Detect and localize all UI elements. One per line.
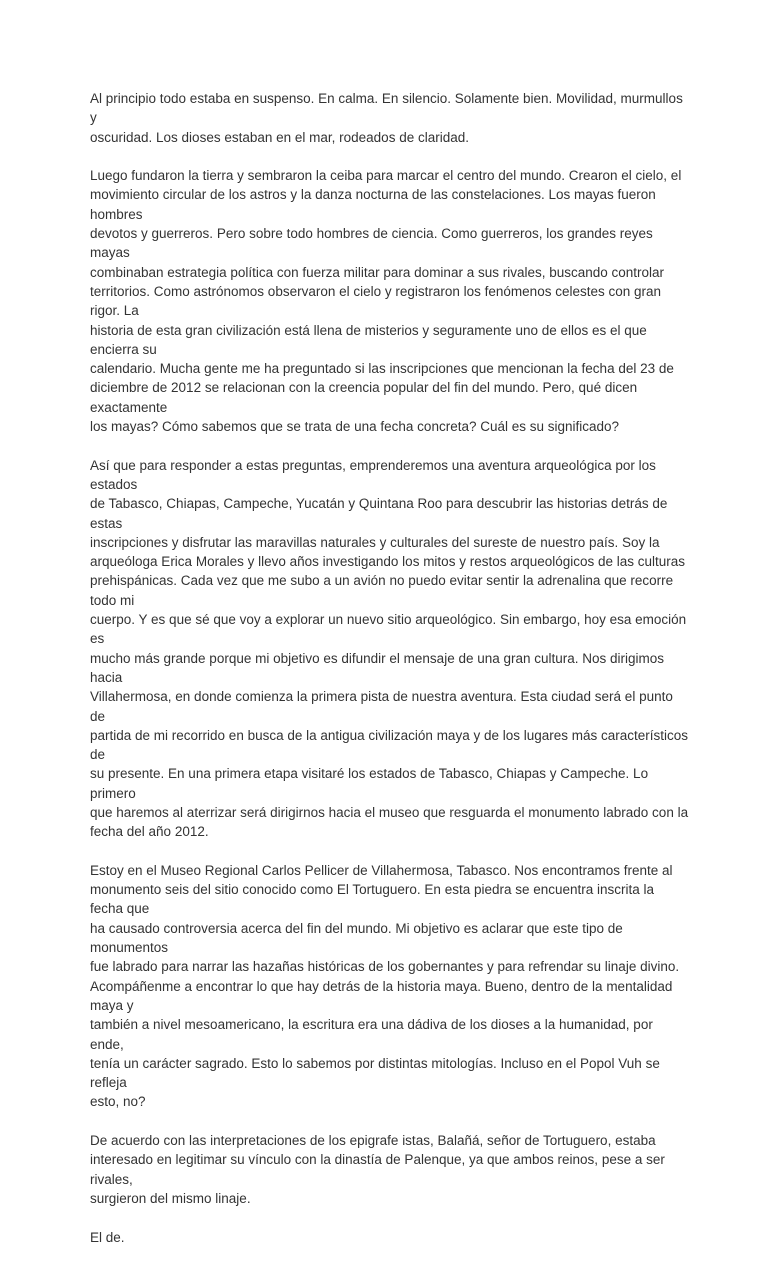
paragraph-3: Así que para responder a estas preguntas, emprenderemos una aventura arqueológica por los estados de Tabasco, Chiapas, Campeche, Yucatán y Quintana Roo para descubrir las historias detrás de estas inscripciones y disfrutar las maravillas naturales y culturales del sureste de nuestro país. Soy la arqueóloga Erica Morales y llevo años investigando los mitos y restos arqueológicos de las culturas prehispánicas. Cada vez que me subo a un avión no puedo evitar sentir la adrenalina que recorre todo mi cuerpo. Y es que sé que voy a explorar un nuevo sitio arqueológico. Sin embargo, hoy esa emoción es mucho más grande porque mi objetivo es difundir el mensaje de una gran cultura. Nos dirigimos hacia Villahermosa, en donde comienza la primera pista de nuestra aventura. Esta ciudad será el punto de partida de mi recorrido en busca de la antigua civilización maya y de los lugares más característicos de su presente. En una primera etapa visitaré los estados de Tabasco, Chiapas y Campeche. Lo primero que haremos al aterrizar será dirigirnos hacia el museo que resguarda el monumento labrado con la fecha del año 2012. xyxy=(90,457,689,840)
paragraph-1: Al principio todo estaba en suspenso. En calma. En silencio. Solamente bien. Movilidad, murmullos y oscuridad. Los dioses estaban en el mar, rodeados de claridad. xyxy=(90,91,683,145)
paragraph-4: Estoy en el Museo Regional Carlos Pellicer de Villahermosa, Tabasco. Nos encontramos frente al monumento seis del sitio conocido como El Tortuguero. En esta piedra se encuentra inscrita la fecha que ha causado controversia acerca del fin del mundo. Mi objetivo es aclarar que este tipo de monumentos fue labrado para narrar las hazañas históricas de los gobernantes y para refrendar su linaje divino. Acompáñenme a encontrar lo que hay detrás de la historia maya. Bueno, dentro de la mentalidad maya y también a nivel mesoamericano, la escritura era una dádiva de los dioses a la humanidad, por ende, tenía un carácter sagrado. Esto lo sabemos por distintas mitologías. Incluso en el Popol Vuh se refleja esto, no? xyxy=(90,862,680,1110)
document-body xyxy=(90,89,690,1266)
paragraph-5: De acuerdo con las interpretaciones de los epigrafe istas, Balañá, señor de Tortuguero, estaba interesado en legitimar su vínculo con la dinastía de Palenque, ya que ambos reinos, pese a ser rivales, surgieron del mismo linaje. xyxy=(90,1133,665,1206)
paragraph-2: Luego fundaron la tierra y sembraron la ceiba para marcar el centro del mundo. Crearon el cielo, el movimiento circular de los astros y la danza nocturna de las constelaciones. Los mayas fueron hombres devotos y guerreros. Pero sobre todo hombres de ciencia. Como guerreros, los grandes reyes mayas combinaban estrategia política con fuerza militar para dominar a sus rivales, buscando controlar territorios. Como astrónomos observaron el cielo y registraron los fenómenos celestes con gran rigor. La historia de esta gran civilización está llena de misterios y seguramente uno de ellos es el que encierra su calendario. Mucha gente me ha preguntado si las inscripciones que mencionan la fecha del 23 de diciembre de 2012 se relacionan con la creencia popular del fin del mundo. Pero, qué dicen exactamente los mayas? Cómo sabemos que se trata de una fecha concreta? Cuál es su significado? xyxy=(90,168,682,435)
paragraph-6: El de. xyxy=(90,1229,125,1245)
